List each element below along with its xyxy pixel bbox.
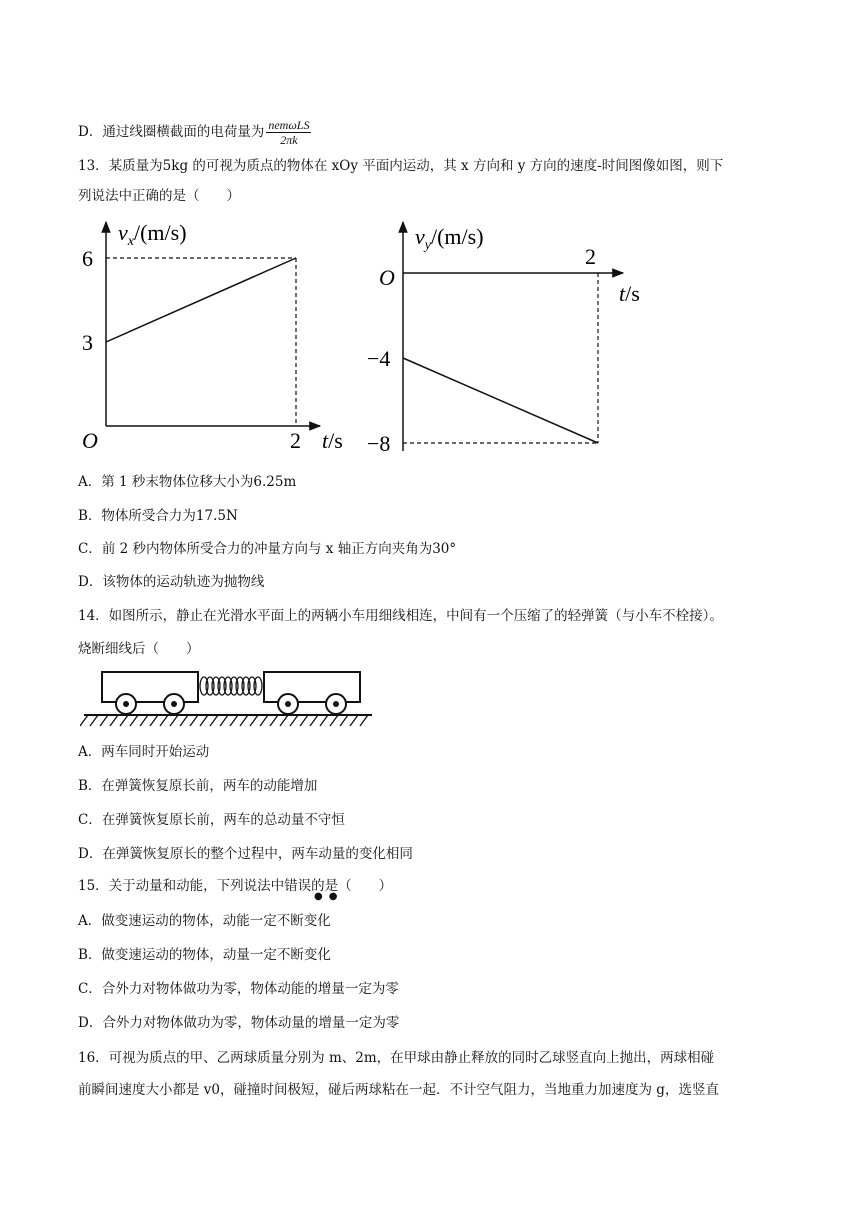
q15-option-c: C．合外力对物体做功为零，物体动能的增量一定为零 (78, 981, 399, 997)
emphasis-dots: ●● (314, 891, 344, 902)
q14-option-b: B．在弹簧恢复原长前，两车的动能增加 (78, 778, 318, 794)
ground-hatch-line (200, 715, 208, 726)
ground-hatch-line (160, 715, 168, 726)
y-tick-label: −4 (367, 346, 391, 371)
series-line-vy (403, 358, 598, 443)
ground-hatch-line (250, 715, 258, 726)
x-tick-label: 2 (290, 428, 301, 453)
ground-hatch-line (230, 715, 238, 726)
q15-option-b: B．做变速运动的物体，动量一定不断变化 (78, 947, 331, 963)
right-cart (264, 672, 360, 714)
q13-option-d: D．该物体的运动轨迹为抛物线 (78, 574, 265, 590)
ground-hatch-line (310, 715, 318, 726)
ground-hatch-line (140, 715, 148, 726)
ground-hatch-line (350, 715, 358, 726)
ground-hatch-line (90, 715, 98, 726)
q15-option-d: D．合外力对物体做功为零，物体动量的增量一定为零 (78, 1015, 400, 1031)
ground (80, 715, 372, 726)
q14-option-d: D．在弹簧恢复原长的整个过程中，两车动量的变化相同 (78, 846, 413, 862)
ground-hatch-line (280, 715, 288, 726)
origin-label: O (379, 265, 395, 290)
left-cart (102, 672, 198, 714)
ground-hatch-line (290, 715, 298, 726)
y-axis-label: $v_y/(m/s)$ (415, 224, 484, 253)
y-tick-label: −8 (367, 431, 391, 456)
vy-t-chart (365, 218, 665, 458)
q14-stem-line2: 烧断细线后（ ） (78, 641, 200, 657)
carts-spring-diagram (80, 668, 380, 732)
q12-option-d (78, 118, 313, 147)
ground-hatch-line (110, 715, 118, 726)
ground-hatch-line (100, 715, 108, 726)
origin-label: O (82, 428, 98, 453)
ground-hatch-line (270, 715, 278, 726)
q13-option-a: A．第 1 秒末物体位移大小为6.25m (78, 474, 297, 490)
spring (200, 677, 262, 695)
ground-hatch-line (320, 715, 328, 726)
q13-stem-line1: 13．某质量为5kg 的可视为质点的物体在 xOy 平面内运动，其 x 方向和 y 方向的速度-时间图像如图，则下 (78, 158, 724, 174)
q14-stem-line1: 14．如图所示，静止在光滑水平面上的两辆小车用细线相连，中间有一个压缩了的轻弹簧（与小车不栓接）。 (78, 608, 723, 624)
fraction-numerator: nemωLS (268, 118, 310, 132)
chart-axes-right (367, 222, 640, 456)
ground-hatch-line (220, 715, 228, 726)
y-tick-label: 6 (82, 246, 93, 271)
q16-line2: 前瞬间速度大小都是 v0，碰撞时间极短，碰后两球粘在一起．不计空气阻力，当地重力加速度为 g，选竖直 (78, 1082, 719, 1098)
q14-option-c: C．在弹簧恢复原长前，两车的总动量不守恒 (78, 812, 345, 828)
y-axis-label: $v_x/(m/s)$ (118, 220, 187, 249)
fraction-denominator: 2πk (280, 133, 298, 147)
vx-t-chart (76, 218, 356, 458)
ground-hatch-line (190, 715, 198, 726)
ground-hatch-line (330, 715, 338, 726)
chart-axes-left (82, 220, 343, 453)
ground-hatch-line (260, 715, 268, 726)
x-tick-label: 2 (585, 244, 596, 269)
ground-hatch-line (80, 715, 88, 726)
q13-stem-line2: 列说法中正确的是（ ） (78, 188, 240, 204)
x-axis-label: t/s (619, 281, 640, 306)
ground-hatch-line (130, 715, 138, 726)
series-line-vx (106, 258, 296, 342)
q12-option-d-text: D．通过线圈横截面的电荷量为 (78, 124, 265, 140)
x-axis-label: t/s (322, 428, 343, 453)
charge-fraction (266, 118, 311, 147)
ground-hatch-line (170, 715, 178, 726)
ground-hatch-line (210, 715, 218, 726)
q13-option-c: C．前 2 秒内物体所受合力的冲量方向与 x 轴正方向夹角为30° (78, 541, 457, 557)
q16-line1: 16．可视为质点的甲、乙两球质量分别为 m、2m，在甲球由静止释放的同时乙球竖直向上抛出，两球相碰 (78, 1050, 715, 1066)
ground-hatch-line (120, 715, 128, 726)
ground-hatch-line (180, 715, 188, 726)
q15-stem: 15．关于动量和动能，下列说法中错误的是（ ） (78, 878, 393, 894)
ground-hatch-line (240, 715, 248, 726)
q14-option-a: A．两车同时开始运动 (78, 744, 210, 760)
ground-hatch-line (300, 715, 308, 726)
q13-option-b: B．物体所受合力为17.5N (78, 508, 238, 524)
ground-hatch-line (150, 715, 158, 726)
y-tick-label: 3 (82, 330, 93, 355)
ground-hatch-line (360, 715, 368, 726)
ground-hatch-line (340, 715, 348, 726)
q15-option-a: A．做变速运动的物体，动能一定不断变化 (78, 913, 331, 929)
